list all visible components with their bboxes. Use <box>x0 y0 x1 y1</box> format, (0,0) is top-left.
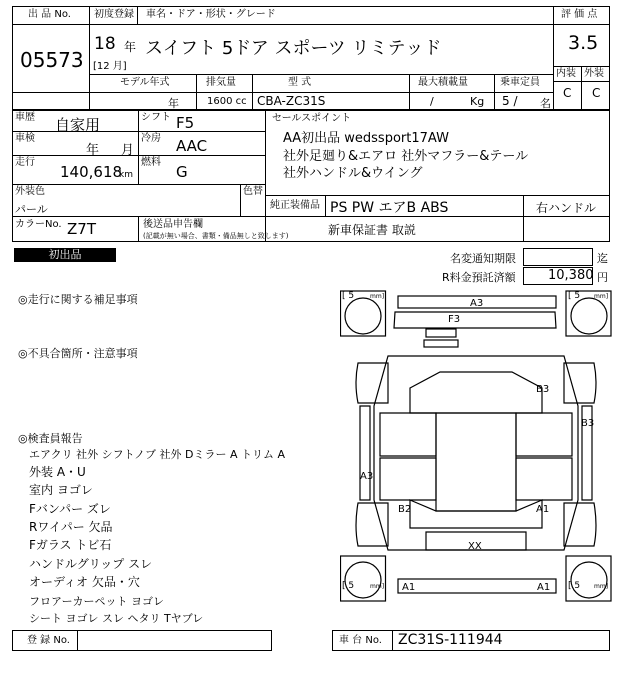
report-line: Rワイパー 欠品 <box>29 520 113 534</box>
color-no-value: Z7T <box>67 220 96 238</box>
meter-unit: 迄 <box>597 252 608 265</box>
tire-box-rear-right <box>566 556 611 601</box>
history-value: 自家用 <box>55 116 101 134</box>
right-rear-door <box>516 458 572 500</box>
meter-label: 名変通知期限 <box>450 252 516 265</box>
first-reg-year: 18 <box>94 34 116 54</box>
capacity-unit: 名 <box>540 97 551 110</box>
car-damage-diagram <box>340 288 612 606</box>
tire-unit-fr: mm] <box>594 293 609 300</box>
mileage-unit: km <box>119 170 133 180</box>
fuel-value: G <box>176 163 188 181</box>
model-year-label: モデル年式 <box>120 77 170 88</box>
tire-label-rr: [ 5 <box>568 581 581 591</box>
first-reg-label: 初度登録 <box>94 9 134 20</box>
report-line: 外装 A・U <box>29 465 86 479</box>
mark-b3-far: B3 <box>581 418 595 429</box>
chassis-label: 車 台 No. <box>339 635 382 646</box>
hood-panel <box>394 312 556 328</box>
roof-panel <box>436 413 516 511</box>
mark-a1-bottom-right: A1 <box>537 582 551 593</box>
inspection-year: 年 <box>86 143 100 158</box>
interior-label: 内装 <box>556 68 576 79</box>
shift-label: シフト <box>141 112 171 123</box>
report-line: シート ヨゴレ スレ ヘタリ Tヤブレ <box>29 612 204 625</box>
defects-heading: ◎不具合箇所・注意事項 <box>18 347 138 360</box>
supplement-heading: ◎走行に関する補足事項 <box>18 293 138 306</box>
left-rear-door <box>380 458 436 500</box>
displacement-label: 排気量 <box>206 77 236 88</box>
mark-a3-left: A3 <box>360 471 374 482</box>
score-value: 3.5 <box>568 32 599 54</box>
right-rear-fender <box>564 503 596 546</box>
report-line: Fバンパー ズレ <box>29 502 111 516</box>
tire-front-right-icon <box>571 298 607 334</box>
mark-b3-right: B3 <box>536 384 550 395</box>
interior-grade: C <box>563 86 572 100</box>
tire-label-rl: [ 5 <box>342 581 355 591</box>
chassis-value: ZC31S-111944 <box>398 632 503 648</box>
right-front-fender <box>564 363 596 403</box>
recycle-unit: 円 <box>597 271 608 284</box>
equipment-label: 純正装備品 <box>270 200 320 211</box>
car-name: スイフト 5ドア スポーツ リミテッド <box>145 38 442 59</box>
tire-unit-rl: mm] <box>370 583 385 590</box>
left-side-sill <box>360 406 370 500</box>
history-label: 車歴 <box>15 112 35 123</box>
color-change-label: 色替 <box>243 186 263 197</box>
ac-label: 冷房 <box>141 133 161 144</box>
headlight-panel <box>424 340 458 347</box>
type-value: CBA-ZC31S <box>257 94 326 108</box>
mark-f3: F3 <box>448 314 461 325</box>
mark-xx: XX <box>468 541 482 552</box>
inspector-heading: ◎検査員報告 <box>18 432 83 445</box>
left-front-door <box>380 413 436 456</box>
reg-label: 登 録 No. <box>27 635 70 646</box>
recycle-value: 10,380 <box>548 268 594 283</box>
shift-value: F5 <box>176 114 195 132</box>
meter-box <box>523 248 593 266</box>
equipment-value: PS PW エアB ABS <box>330 200 449 216</box>
load-label: 最大積載量 <box>418 77 468 88</box>
report-line: ハンドルグリップ スレ <box>29 557 153 571</box>
grille-panel <box>426 329 456 337</box>
mark-b2: B2 <box>398 504 412 515</box>
lot-no: 05573 <box>20 48 84 72</box>
load-unit: Kg <box>470 95 485 108</box>
tire-rear-right-icon <box>571 562 607 598</box>
sales-point-3: 社外ハンドル&ウイング <box>283 166 423 181</box>
tire-front-left-icon <box>345 298 381 334</box>
load-sep: / <box>430 95 434 108</box>
report-line: オーディオ 欠品・穴 <box>29 575 140 589</box>
type-label: 型 式 <box>288 77 312 88</box>
tire-unit-fl: mm] <box>370 293 385 300</box>
report-line: エアクリ 社外 シフトノブ 社外 Dミラー A トリム A <box>29 448 286 461</box>
report-line: フロアーカーペット ヨゴレ <box>29 595 164 608</box>
doc-note: (記載が無い場合、書類・備品無しと致します) <box>143 232 289 240</box>
first-reg-year-unit: 年 <box>124 40 137 54</box>
model-year-unit: 年 <box>168 97 179 110</box>
sales-point-1: AA初出品 wedssport17AW <box>283 131 449 146</box>
inspection-label: 車検 <box>15 133 35 144</box>
ac-value: AAC <box>176 137 208 155</box>
color-no-label: カラーNo. <box>15 219 62 230</box>
exterior-grade: C <box>592 86 601 100</box>
color-value: パール <box>15 203 48 216</box>
sales-point-2: 社外足廻り&エアロ 社外マフラー&テール <box>283 149 529 164</box>
left-rear-fender <box>356 503 388 546</box>
sales-points-label: セールスポイント <box>272 113 352 124</box>
tire-box-rear-left <box>341 556 386 601</box>
report-line: Fガラス トビ石 <box>29 538 112 552</box>
tire-label-fl: [ 5 <box>342 291 355 301</box>
exterior-label: 外装 <box>584 68 604 79</box>
handle-value: 右ハンドル <box>536 201 597 215</box>
fuel-label: 燃料 <box>141 157 161 168</box>
mileage-value: 140,618 <box>60 163 123 181</box>
score-label: 評 価 点 <box>561 9 598 20</box>
tire-unit-rr: mm] <box>594 583 609 590</box>
tire-rear-left-icon <box>345 562 381 598</box>
report-line: 室内 ヨゴレ <box>29 483 93 497</box>
doc-label: 後送品申告欄 <box>143 219 203 230</box>
displacement-value: 1600 cc <box>207 96 247 107</box>
mark-a1-bottom-left: A1 <box>402 582 416 593</box>
left-front-fender <box>356 363 388 403</box>
lot-no-label: 出 品 No. <box>28 9 71 20</box>
mark-a3-top: A3 <box>470 298 484 309</box>
warranty-value: 新車保証書 取説 <box>328 223 416 237</box>
first-reg-month: [12 月] <box>93 61 127 72</box>
rear-bumper-panel <box>398 579 556 593</box>
recycle-label: R料金預託済額 <box>442 271 516 284</box>
inspection-month: 月 <box>121 143 135 158</box>
windshield-panel <box>410 372 542 413</box>
capacity-label: 乗車定員 <box>500 77 540 88</box>
mark-a1-right: A1 <box>536 504 550 515</box>
mileage-label: 走行 <box>15 157 35 168</box>
rear-window-panel <box>410 500 542 528</box>
car-name-label: 車名・ドア・形状・グレード <box>146 9 276 20</box>
tire-label-fr: [ 5 <box>568 291 581 301</box>
capacity-value: 5 / <box>502 94 518 108</box>
color-label: 外装色 <box>15 186 45 197</box>
first-listing-badge: 初出品 <box>14 248 116 262</box>
right-front-door <box>516 413 572 456</box>
